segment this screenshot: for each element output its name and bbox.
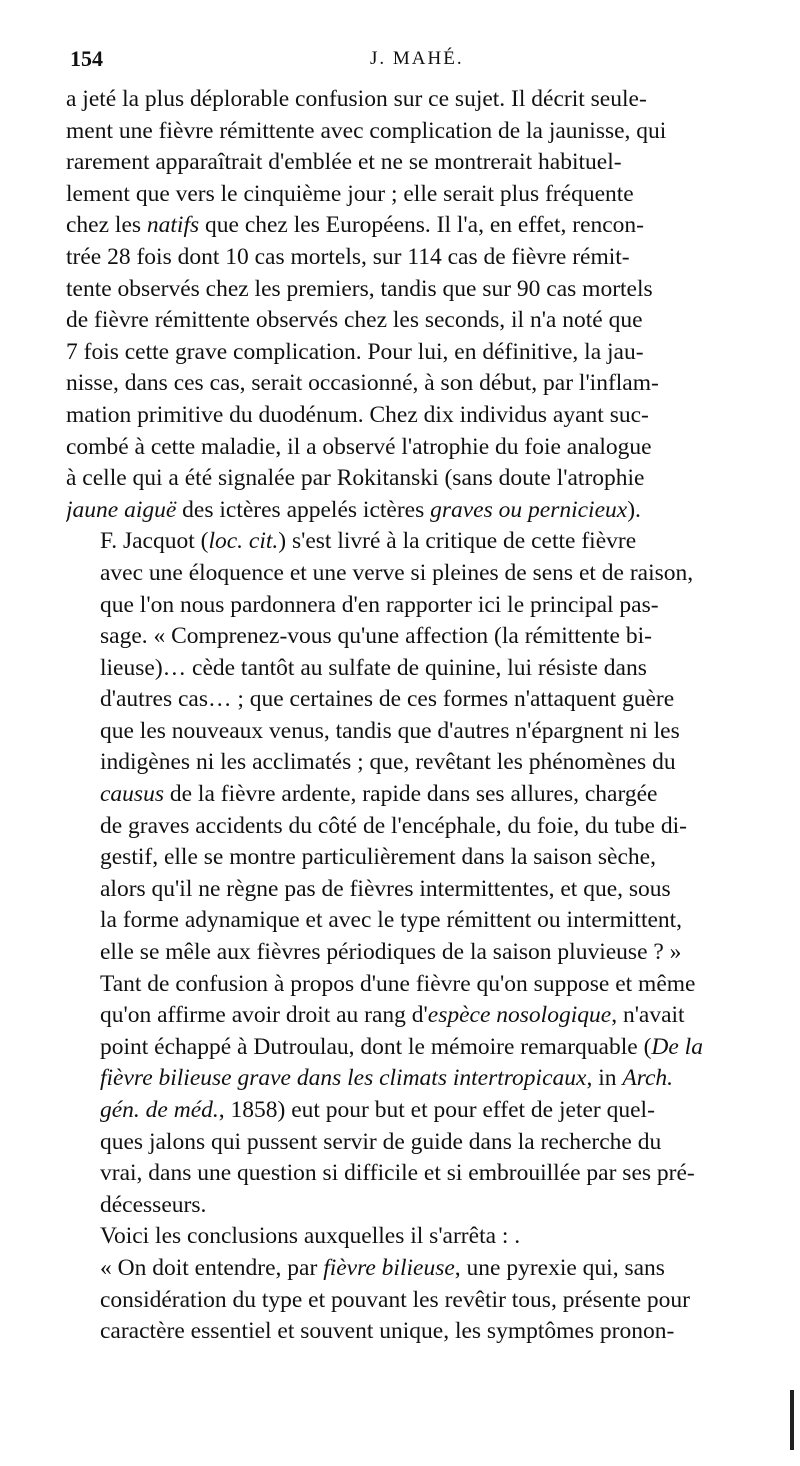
italic-text: De la [651,1033,703,1060]
text-line: causus de la fièvre ardente, rapide dans ses allures, chargée [100,781,658,808]
text-line: vrai, dans une question si difficile et si embrouillée par ses pré- [100,1160,695,1187]
text-line: de graves accidents du côté de l'encéphale, du foie, du tube di- [100,812,687,839]
paragraph [66,84,791,526]
text-line: que l'on nous pardonnera d'en rapporter ici le principal pas- [100,591,659,618]
text-line: la forme adynamique et avec le type rémittent ou intermittent, [100,907,683,934]
paragraph [66,1253,791,1348]
italic-text: fièvre bilieuse [323,1254,455,1281]
text-line: jaune aiguë des ictères appelés ictères graves ou pernicieux). [66,496,641,523]
text-line: qu'on affirme avoir droit au rang d'espèce nosologique, n'avait [100,1002,685,1029]
text-line: Voici les conclusions auxquelles il s'arrêta : . [100,1223,521,1250]
running-head: J. MAHÉ. [370,48,464,69]
text-line: de fièvre rémittente observés chez les seconds, il n'a noté que [66,307,643,334]
text-line: gestif, elle se montre particulièrement dans la saison sèche, [100,844,656,871]
text-line: caractère essentiel et souvent unique, les symptômes pronon- [100,1318,675,1345]
text-line: considération du type et pouvant les revêtir tous, présente pour [100,1286,690,1313]
italic-text: loc. cit. [208,528,279,555]
text-line: chez les natifs que chez les Européens. Il l'a, en effet, rencon- [66,212,645,239]
text-line: nisse, dans ces cas, serait occasionné, à son début, par l'inflam- [66,370,659,397]
text-line: elle se mêle aux fièvres périodiques de la saison pluvieuse ? » [100,939,682,966]
text-line: lieuse)… cède tantôt au sulfate de quinine, lui résiste dans [100,654,647,681]
body-text [66,84,791,1348]
italic-text: gén. de méd. [100,1097,219,1123]
text-line: gén. de méd., 1858) eut pour but et pour effet de jeter quel- [100,1097,655,1123]
text-line: lement que vers le cinquième jour ; elle serait plus fréquente [66,180,634,207]
text-line: que les nouveaux venus, tandis que d'autres n'épargnent ni les [100,717,680,744]
text-line: combé à cette maladie, il a observé l'atrophie du foie analogue [66,433,652,460]
text-line: 7 fois cette grave complication. Pour lui, en définitive, la jau- [66,338,644,365]
paragraph [66,1221,791,1253]
text-line: F. Jacquot (loc. cit.) s'est livré à la critique de cette fièvre [100,528,637,555]
text-line: alors qu'il ne règne pas de fièvres intermittentes, et que, sous [100,875,671,902]
text-line: Tant de confusion à propos d'une fièvre qu'on suppose et même [100,970,696,997]
paragraph [66,526,791,968]
text-line: ment une fièvre rémittente avec complication de la jaunisse, qui [66,117,667,144]
text-line: trée 28 fois dont 10 cas mortels, sur 114 cas de fièvre rémit- [66,243,630,270]
italic-text: fièvre bilieuse grave dans les climats intertropicaux [100,1065,587,1092]
page-header [70,46,770,80]
italic-text: causus [100,781,164,808]
paragraph [66,969,791,1222]
text-line: point échappé à Dutroulau, dont le mémoire remarquable (De la [100,1033,703,1060]
text-line: tente observés chez les premiers, tandis que sur 90 cas mortels [66,275,653,302]
text-line: d'autres cas… ; que certaines de ces formes n'attaquent guère [100,686,675,713]
italic-text: Arch. [622,1065,674,1092]
text-line: mation primitive du duodénum. Chez dix individus ayant suc- [66,401,649,428]
text-line: avec une éloquence et une verve si pleines de sens et de raison, [100,559,694,586]
text-line: fièvre bilieuse grave dans les climats intertropicaux, in Arch. [100,1065,674,1092]
italic-text: espèce nosologique [427,1002,612,1029]
italic-text: jaune aiguë [66,496,177,523]
text-line: sage. « Comprenez-vous qu'une affection (la rémittente bi- [100,623,652,650]
italic-text: natifs [146,212,200,239]
italic-text: graves ou pernicieux [430,496,628,523]
text-line: indigènes ni les acclimatés ; que, revêtant les phénomènes du [100,749,676,776]
text-line: à celle qui a été signalée par Rokitanski (sans doute l'atrophie [66,465,645,492]
text-line: décesseurs. [100,1191,207,1218]
text-line: rarement apparaîtrait d'emblée et ne se montrerait habituel- [66,149,622,176]
text-line: a jeté la plus déplorable confusion sur ce sujet. Il décrit seule- [66,86,647,112]
text-line: ques jalons qui pussent servir de guide dans la recherche du [100,1128,662,1155]
page-number: 154 [70,46,103,71]
margin-mark [790,1390,794,1450]
text-line: « On doit entendre, par fièvre bilieuse, une pyrexie qui, sans [100,1254,665,1281]
